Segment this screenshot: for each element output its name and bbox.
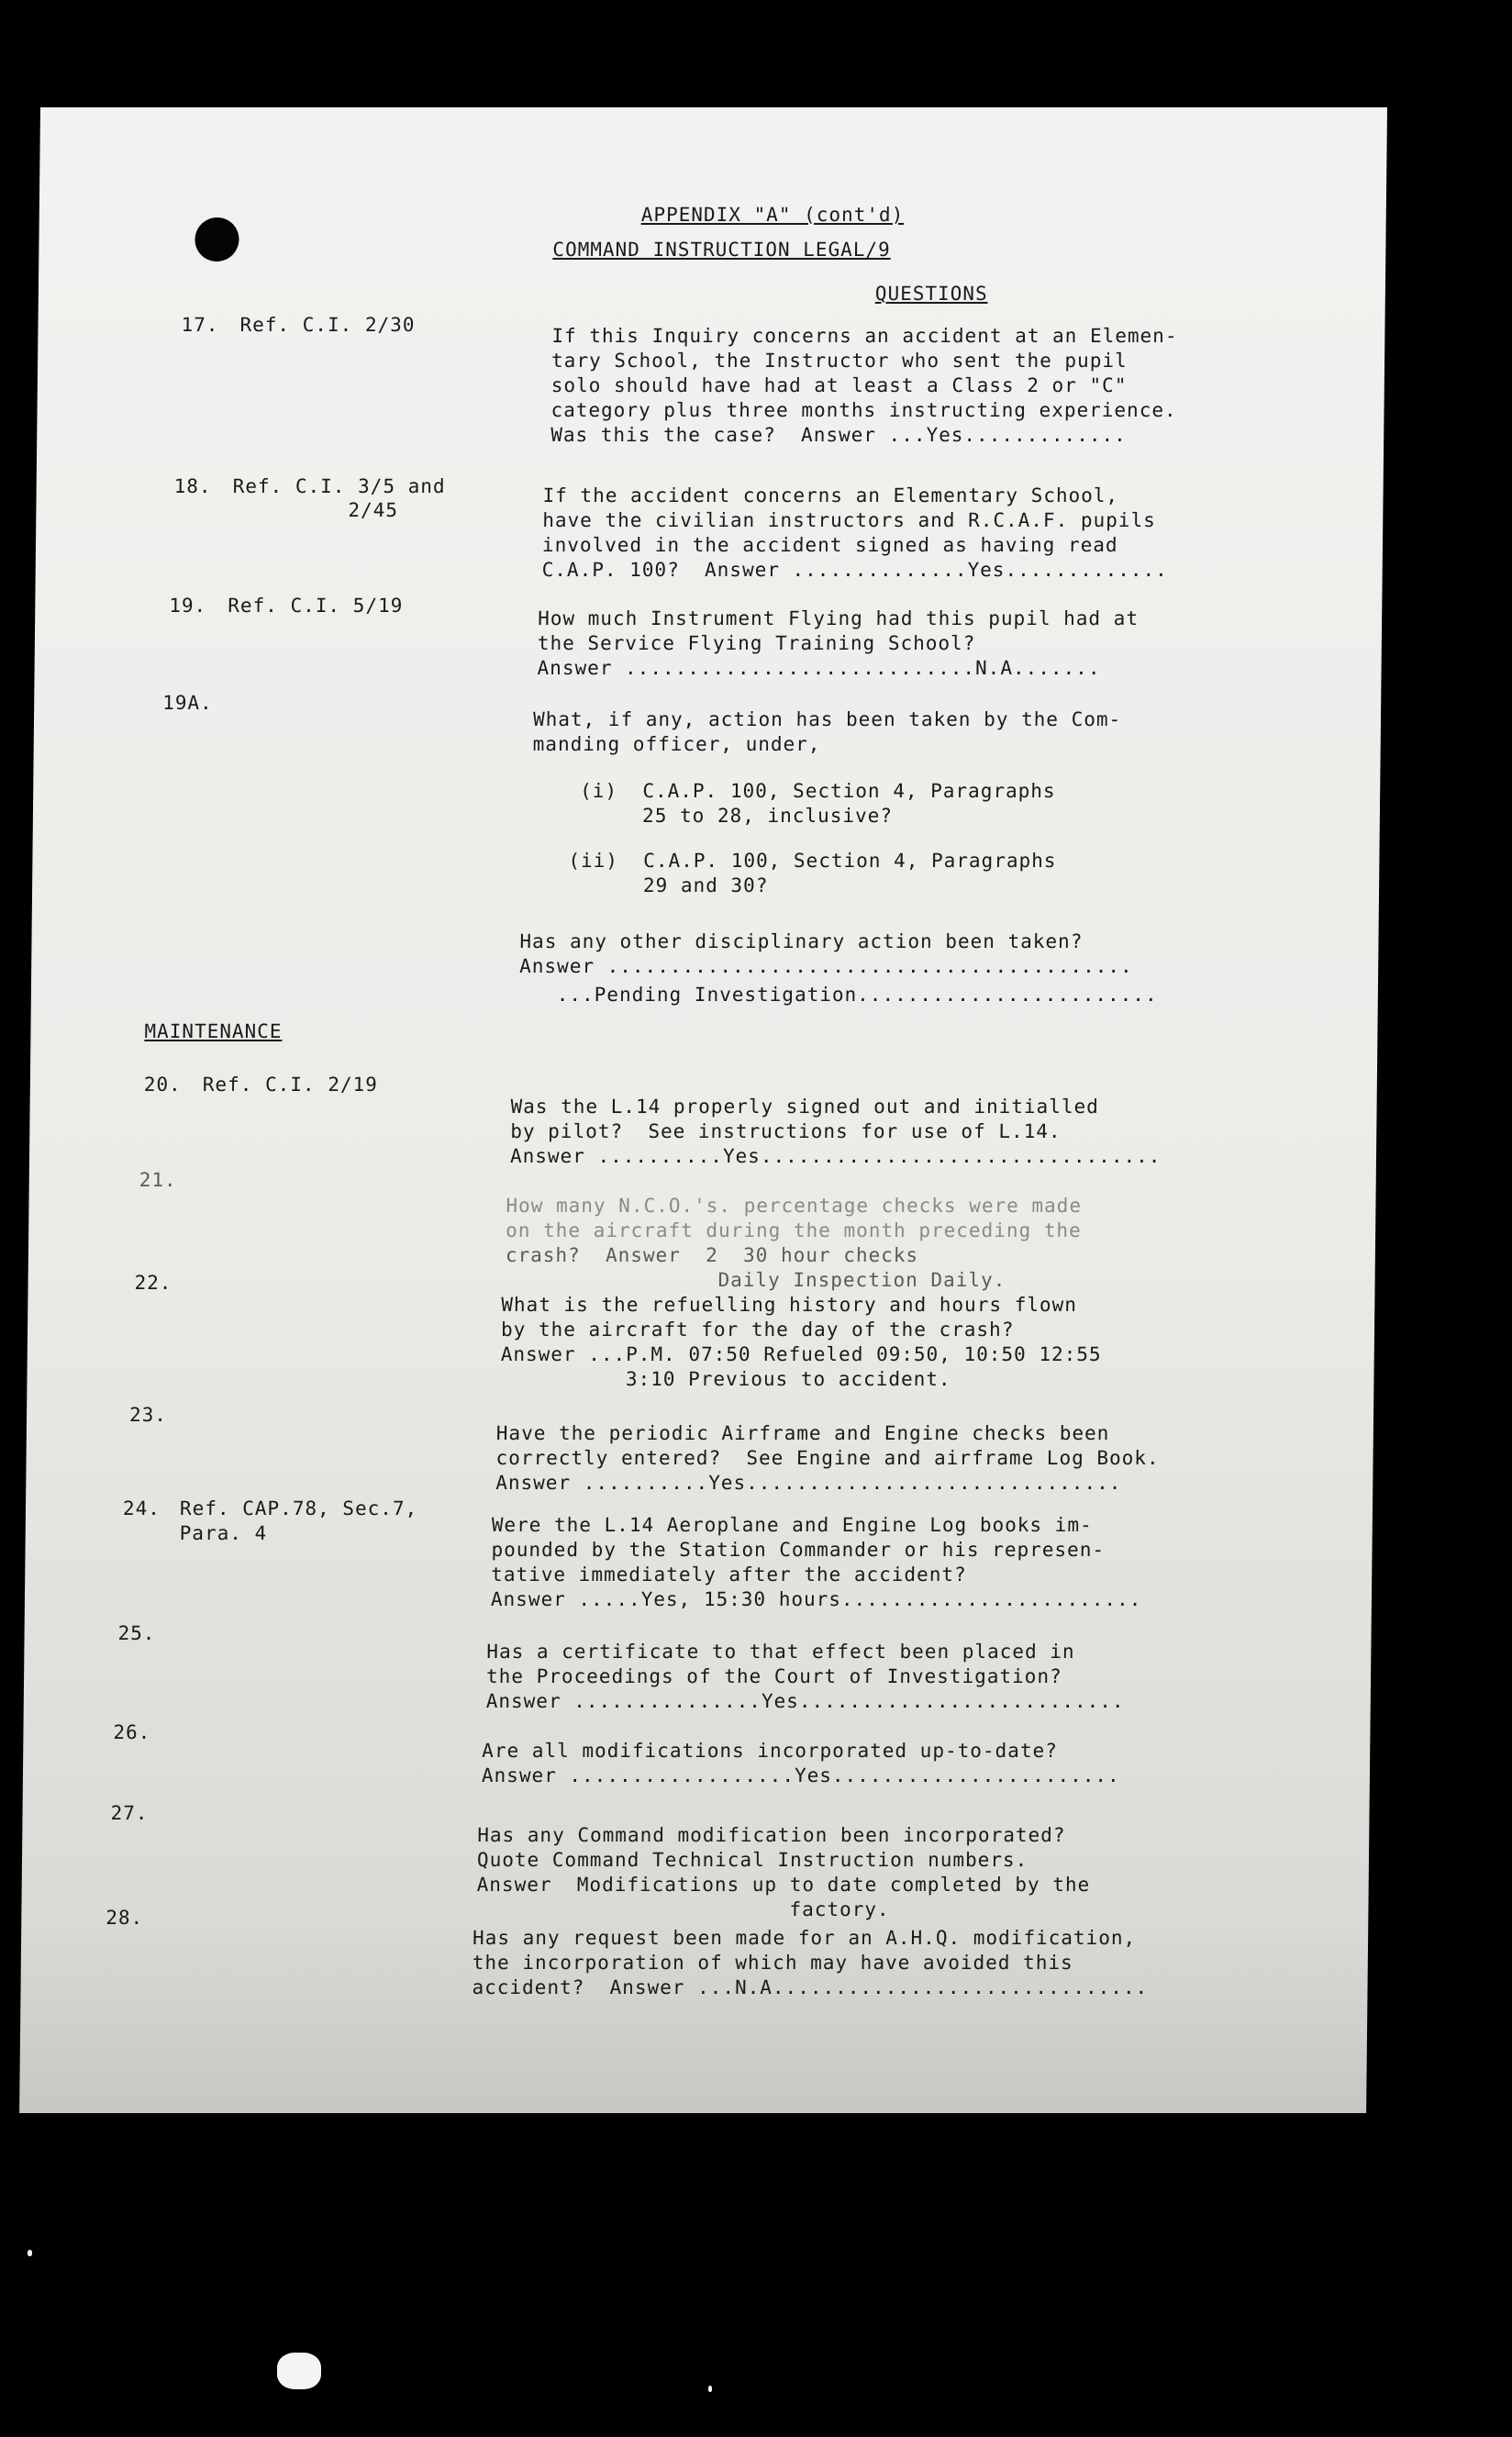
item-18-text-1: If the accident concerns an Elementary School, [542, 484, 1119, 506]
item-28-answer: accident? Answer ...N.A.............................. [472, 1976, 1149, 1998]
item-19-text-2: the Service Flying Training School? [537, 632, 976, 654]
scan-speck [277, 2353, 321, 2389]
item-17-ref: Ref. C.I. 2/30 [239, 314, 416, 336]
item-20-number: 20. [143, 1074, 182, 1096]
item-24-ref-cont: Para. 4 [179, 1522, 268, 1544]
item-19a-sub-i-2: 25 to 28, inclusive? [579, 805, 894, 827]
item-27-number: 27. [110, 1802, 149, 1824]
scan-speck [708, 2386, 712, 2392]
item-27-text-1: Has any Command modification been incorporated? [477, 1824, 1066, 1846]
item-19a-sub-i-1: (i) C.A.P. 100, Section 4, Paragraphs [580, 780, 1056, 802]
item-21-text-2: on the aircraft during the month preceding the [506, 1219, 1082, 1241]
item-19a-number: 19A. [162, 692, 213, 714]
instruction-heading: COMMAND INSTRUCTION LEGAL/9 [552, 239, 891, 261]
item-19a-text-2: manding officer, under, [532, 733, 821, 755]
punch-hole [195, 217, 239, 262]
item-17-text-1: If this Inquiry concerns an accident at an Elemen- [551, 325, 1178, 347]
item-17-text-2: tary School, the Instructor who sent the pupil [550, 350, 1128, 372]
item-18-answer: C.A.P. 100? Answer ..............Yes............. [541, 559, 1169, 581]
item-21-answer-2: Daily Inspection Daily. [505, 1269, 1006, 1291]
item-20-ref: Ref. C.I. 2/19 [202, 1074, 378, 1096]
item-19-ref: Ref. C.I. 5/19 [228, 595, 404, 617]
item-26-answer: Answer ..................Yes....................... [481, 1764, 1120, 1786]
item-19a-sub-ii-1: (ii) C.A.P. 100, Section 4, Paragraphs [568, 850, 1057, 872]
item-17-text-3: solo should have had at least a Class 2 or "C" [550, 374, 1128, 396]
item-18-ref: Ref. C.I. 3/5 and [232, 475, 446, 497]
item-19-number: 19. [169, 595, 207, 617]
item-23-answer: Answer ..........Yes.............................. [495, 1472, 1122, 1494]
item-25-text-2: the Proceedings of the Court of Investigation? [485, 1665, 1062, 1687]
item-19-answer: Answer ............................N.A....... [537, 657, 1101, 679]
item-24-text-2: pounded by the Station Commander or his represen- [491, 1539, 1106, 1561]
item-24-text-3: tative immediately after the accident? [491, 1563, 967, 1586]
item-24-ref: Ref. CAP.78, Sec.7, [179, 1497, 418, 1519]
item-27-answer-2: factory. [476, 1898, 890, 1920]
item-22-text-1: What is the refuelling history and hours flown [501, 1294, 1078, 1316]
item-22-text-2: by the aircraft for the day of the crash? [500, 1319, 1015, 1341]
item-25-answer: Answer ...............Yes.......................... [485, 1690, 1125, 1712]
item-21-answer: crash? Answer 2 30 hour checks [505, 1244, 919, 1266]
item-18-text-2: have the civilian instructors and R.C.A.F. pupils [542, 509, 1156, 531]
item-21-number: 21. [139, 1169, 177, 1191]
item-17-answer: Was this the case? Answer ...Yes............. [550, 424, 1127, 446]
item-19a-sub-ii-2: 29 and 30? [567, 874, 769, 896]
document-page [19, 107, 1387, 2113]
item-18-text-3: involved in the accident signed as having read [541, 534, 1118, 556]
item-27-answer: Answer Modifications up to date completed by the [476, 1874, 1091, 1896]
item-28-text-2: the incorporation of which may have avoided this [472, 1952, 1073, 1974]
item-24-text-1: Were the L.14 Aeroplane and Engine Log books im- [491, 1514, 1093, 1536]
item-25-number: 25. [117, 1622, 156, 1644]
item-22-answer: Answer ...P.M. 07:50 Refueled 09:50, 10:50 12:55 [500, 1343, 1102, 1365]
item-23-text-2: correctly entered? See Engine and airframe Log Book. [495, 1447, 1160, 1469]
appendix-heading: APPENDIX "A" (cont'd) [640, 204, 905, 226]
item-19a-text-1: What, if any, action has been taken by the Com- [532, 708, 1122, 730]
item-22-answer-2: 3:10 Previous to accident. [500, 1368, 951, 1390]
questions-heading: QUESTIONS [874, 283, 988, 305]
item-17-number: 17. [181, 314, 219, 336]
item-19-text-1: How much Instrument Flying had this pupil had at [538, 607, 1140, 629]
item-18-ref-cont: 2/45 [348, 499, 399, 521]
item-20-answer: Answer ..........Yes................................ [509, 1145, 1162, 1167]
item-23-number: 23. [128, 1404, 168, 1426]
item-20-text-1: Was the L.14 properly signed out and initialled [510, 1096, 1099, 1118]
item-19a-disciplinary-1: Has any other disciplinary action been taken? [519, 930, 1084, 952]
item-21-text-1: How many N.C.O.'s. percentage checks were made [506, 1195, 1083, 1217]
item-19a-disciplinary-answer: ...Pending Investigation........................ [518, 984, 1158, 1006]
item-24-answer: Answer .....Yes, 15:30 hours........................ [490, 1588, 1142, 1610]
item-17-text-4: category plus three months instructing experience. [550, 399, 1177, 421]
item-20-text-2: by pilot? See instructions for use of L.14. [510, 1120, 1062, 1142]
item-26-number: 26. [113, 1721, 151, 1743]
item-25-text-1: Has a certificate to that effect been placed in [486, 1641, 1075, 1663]
item-26-text-1: Are all modifications incorporated up-to-date? [482, 1740, 1058, 1762]
maintenance-heading: MAINTENANCE [144, 1020, 283, 1042]
item-27-text-2: Quote Command Technical Instruction numbers. [476, 1849, 1028, 1871]
item-28-number: 28. [106, 1907, 144, 1929]
item-28-text-1: Has any request been made for an A.H.Q. modification, [472, 1927, 1137, 1949]
item-23-text-1: Have the periodic Airframe and Engine checks been [495, 1422, 1110, 1444]
item-24-number: 24. [122, 1497, 161, 1519]
scan-speck [28, 2250, 32, 2256]
item-19a-disciplinary-2: Answer .......................................... [519, 955, 1133, 977]
item-18-number: 18. [173, 475, 212, 497]
item-22-number: 22. [134, 1272, 172, 1294]
